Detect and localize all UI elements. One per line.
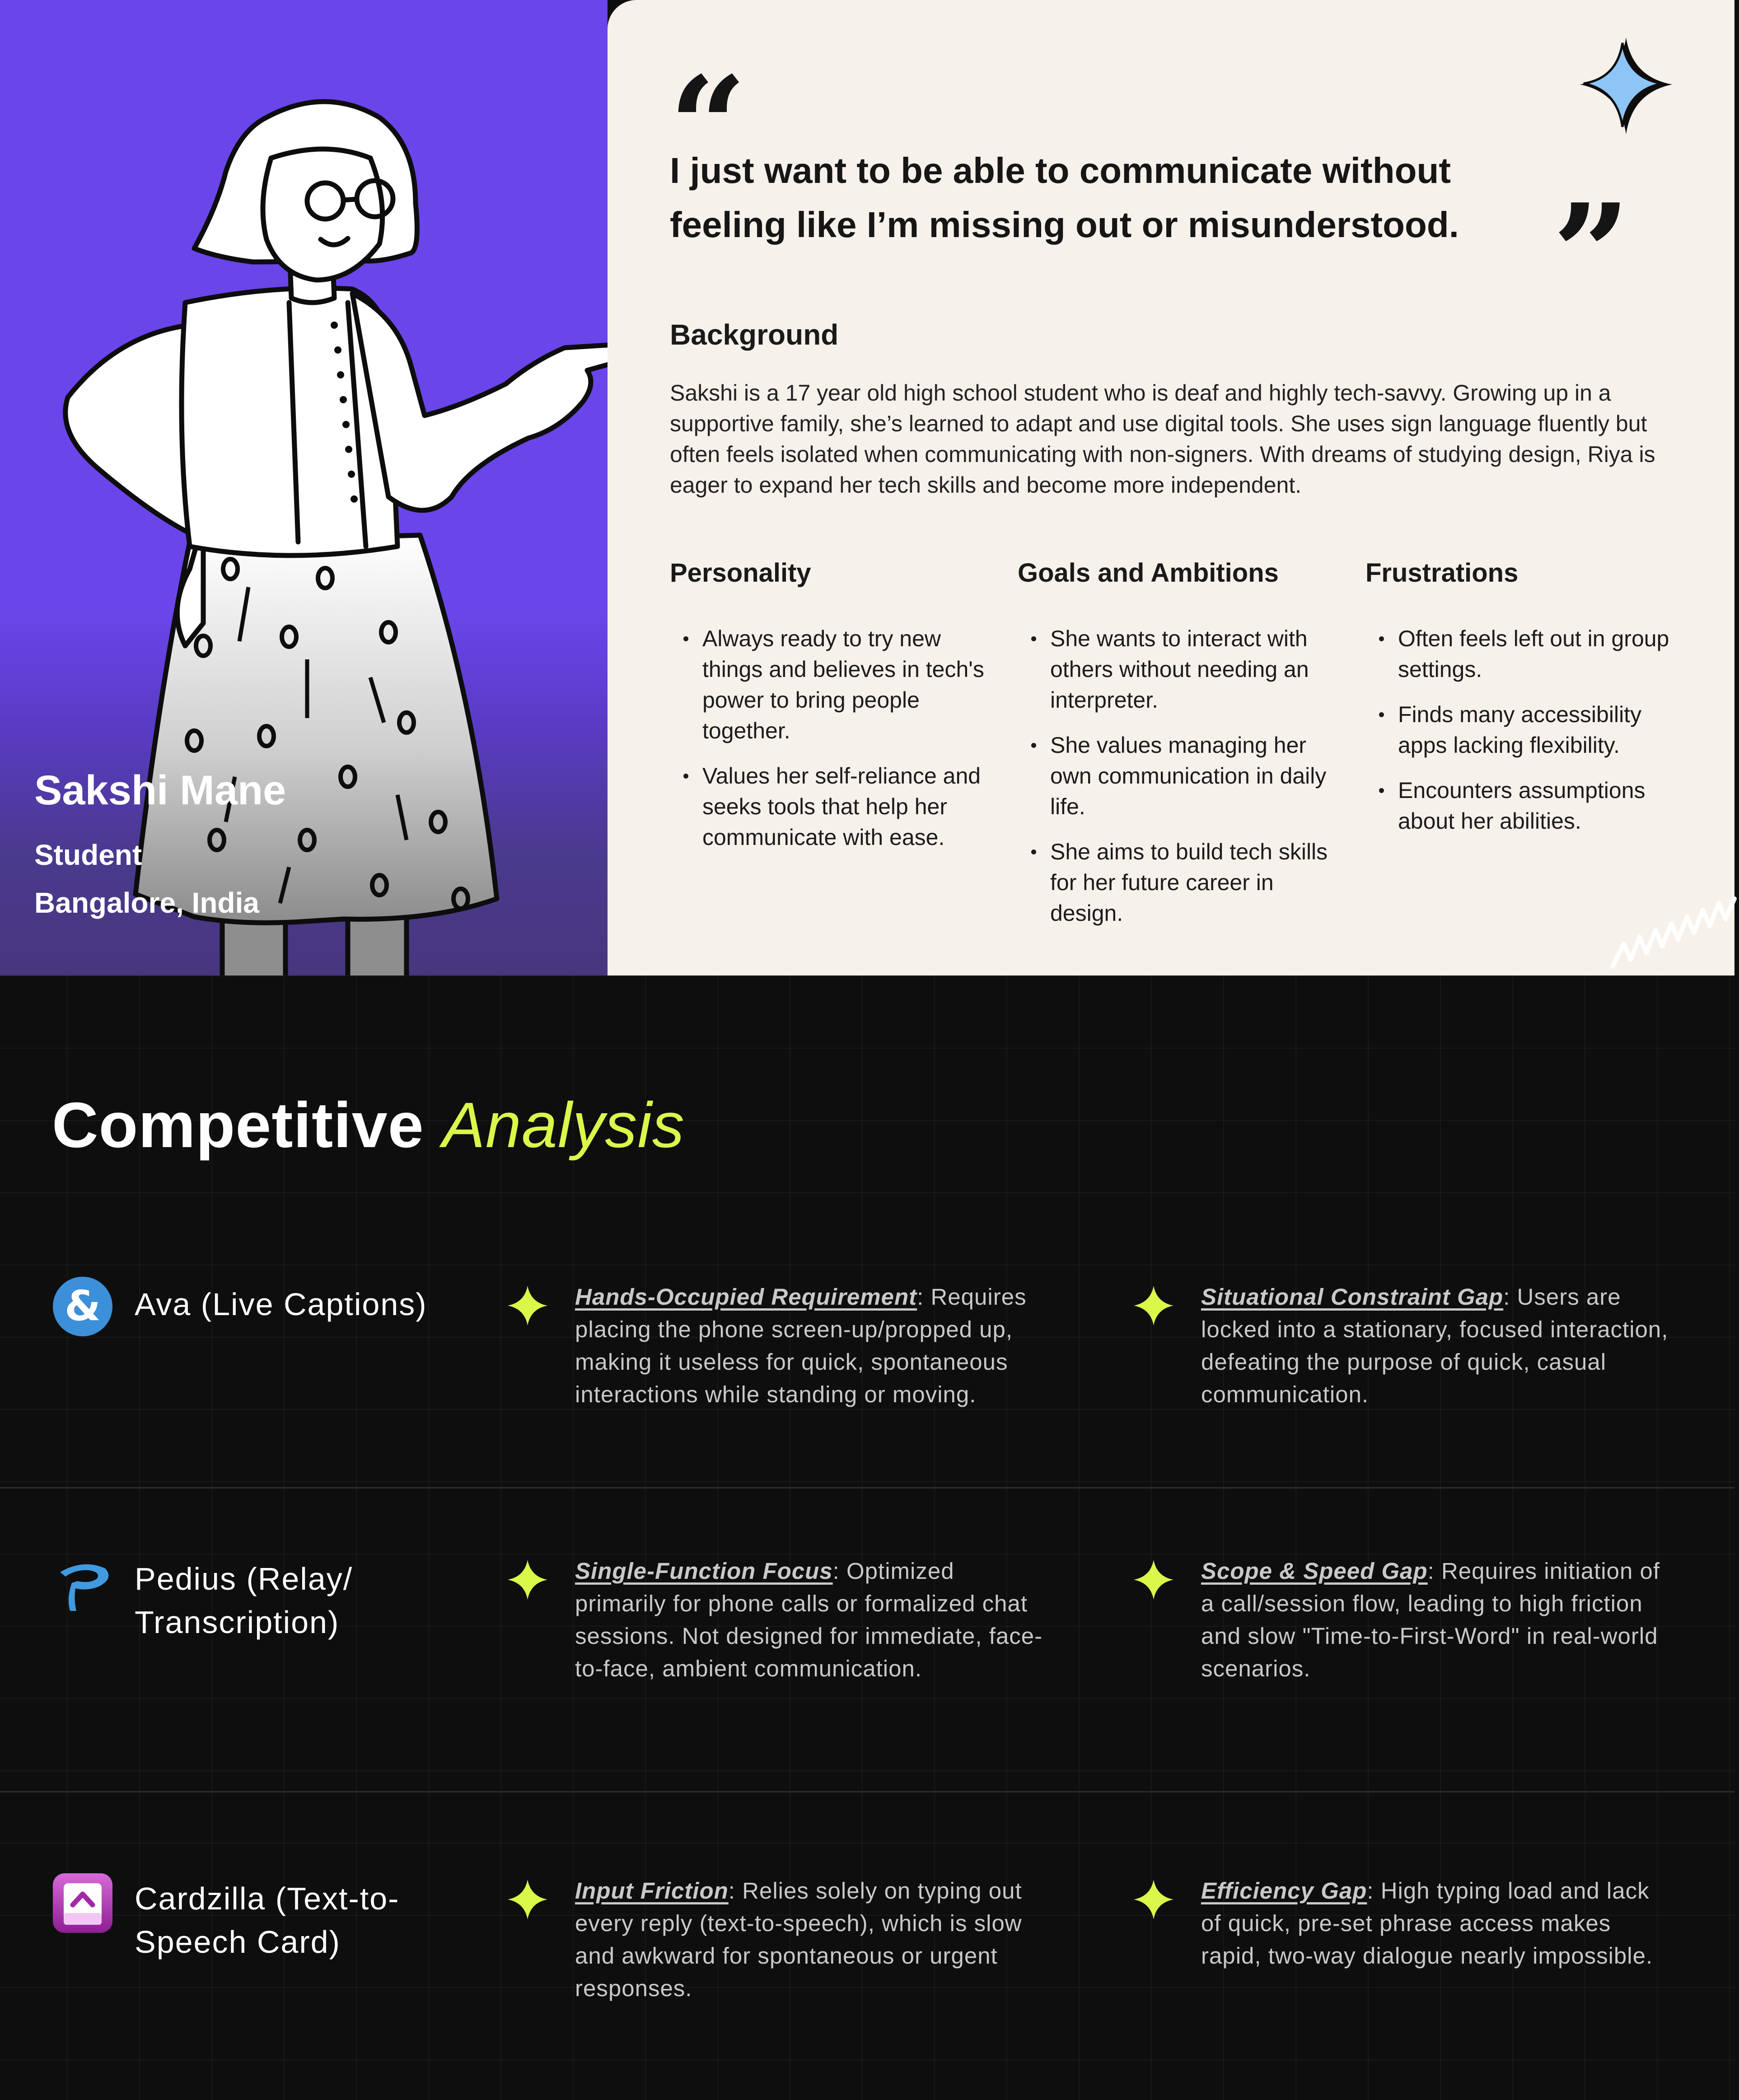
point-term: Single-Function Focus — [575, 1558, 833, 1584]
weakness-point — [575, 1875, 1045, 2005]
persona-details-panel — [608, 0, 1734, 975]
weakness-point — [575, 1281, 1045, 1411]
sparkle-icon — [506, 1878, 549, 1921]
point-text: : Requires placing the phone screen-up/propped up, making it useless for quick, spontaneous interactions while standing or moving. — [575, 1284, 1027, 1407]
sparkle-icon — [1132, 1558, 1175, 1601]
quote-open-icon: “ — [669, 47, 747, 206]
frustrations-list — [1365, 623, 1682, 836]
point-term: Scope & Speed Gap — [1201, 1558, 1428, 1584]
competitive-analysis-section — [0, 975, 1734, 2100]
goals-list — [1018, 623, 1334, 929]
section-title — [52, 1088, 685, 1162]
cardzilla-logo-icon — [52, 1872, 113, 1934]
personality-column — [670, 555, 986, 867]
list-item: She wants to interact with others without needing an interpreter. — [1050, 623, 1334, 715]
persona-section — [0, 0, 1734, 975]
goals-column — [1018, 555, 1334, 943]
point-text: : High typing load and lack of quick, pre-set phrase access makes rapid, two-way dialogue nearly impossible. — [1201, 1878, 1653, 1969]
list-item: Encounters assumptions about her abilities. — [1398, 775, 1682, 836]
point-text: : Relies solely on typing out every reply (text-to-speech), which is slow and awkward for spontaneous or urgent responses. — [575, 1878, 1022, 2001]
persona-location: Bangalore, India — [34, 887, 259, 919]
point-text: : Requires initiation of a call/session flow, leading to high friction and slow "Time-to-First-Word" in real-world scenarios. — [1201, 1558, 1660, 1681]
gap-point — [1201, 1875, 1671, 1972]
sparkle-icon — [506, 1284, 549, 1327]
point-term: Situational Constraint Gap — [1201, 1284, 1504, 1310]
gap-point — [1201, 1281, 1671, 1411]
goals-heading: Goals and Ambitions — [1018, 558, 1279, 588]
app-name: Ava (Live Captions) — [135, 1287, 427, 1322]
app-name: Cardzilla (Text-to-Speech Card) — [135, 1881, 400, 1960]
persona-profile-panel — [0, 0, 608, 975]
title-main: Competitive — [52, 1089, 424, 1161]
row-divider — [0, 1791, 1734, 1792]
point-term: Efficiency Gap — [1201, 1878, 1367, 1904]
sparkle-icon — [506, 1558, 549, 1601]
four-point-sparkle-icon — [1576, 34, 1676, 138]
gap-point — [1201, 1555, 1671, 1685]
svg-text:&: & — [64, 1282, 101, 1330]
list-item: Values her self-reliance and seeks tools that help her communicate with ease. — [702, 761, 986, 853]
personality-list — [670, 623, 986, 853]
sparkle-icon — [1132, 1284, 1175, 1327]
wave-doodle-icon — [1603, 831, 1739, 975]
pedius-p-logo-icon — [52, 1555, 113, 1616]
persona-role: Student — [34, 839, 142, 871]
sparkle-icon — [1132, 1878, 1175, 1921]
list-item: Often feels left out in group settings. — [1398, 623, 1682, 685]
list-item: Finds many accessibility apps lacking flexibility. — [1398, 699, 1682, 761]
row-divider — [0, 1487, 1734, 1489]
point-text: : Users are locked into a stationary, focused interaction, defeating the purpose of quick, casual communication. — [1201, 1284, 1669, 1407]
list-item: She aims to build tech skills for her future career in design. — [1050, 836, 1334, 929]
frustrations-column — [1365, 555, 1682, 851]
list-item: She values managing her own communication in daily life. — [1050, 730, 1334, 822]
list-item: Always ready to try new things and believes in tech's power to bring people together. — [702, 623, 986, 746]
frustrations-heading: Frustrations — [1365, 558, 1519, 588]
ampersand-logo-icon — [52, 1276, 113, 1337]
background-text: Sakshi is a 17 year old high school student who is deaf and highly tech-savvy. Growing up in a supportive family, she’s learned to adapt and use digital tools. She uses sign language fluently but often feels isolated when communicating with non-signers. With dreams of studying design, Riya is eager to expand her tech skills and become more independent. — [670, 380, 1655, 498]
point-term: Input Friction — [575, 1878, 729, 1904]
weakness-point — [575, 1555, 1045, 1685]
app-name: Pedius (Relay/ Transcription) — [135, 1561, 353, 1640]
title-accent: Analysis — [442, 1089, 685, 1161]
personality-heading: Personality — [670, 558, 811, 588]
point-text: : Optimized primarily for phone calls or formalized chat sessions. Not designed for immediate, face-to-face, ambient communication. — [575, 1558, 1043, 1681]
quote-close-icon: ” — [1552, 174, 1631, 333]
persona-illustration — [54, 90, 650, 975]
background-heading: Background — [670, 318, 839, 351]
persona-name: Sakshi Mane — [34, 767, 286, 813]
point-term: Hands-Occupied Requirement — [575, 1284, 917, 1310]
persona-quote: I just want to be able to communicate without feeling like I’m missing out or misunderstood. — [670, 150, 1459, 245]
